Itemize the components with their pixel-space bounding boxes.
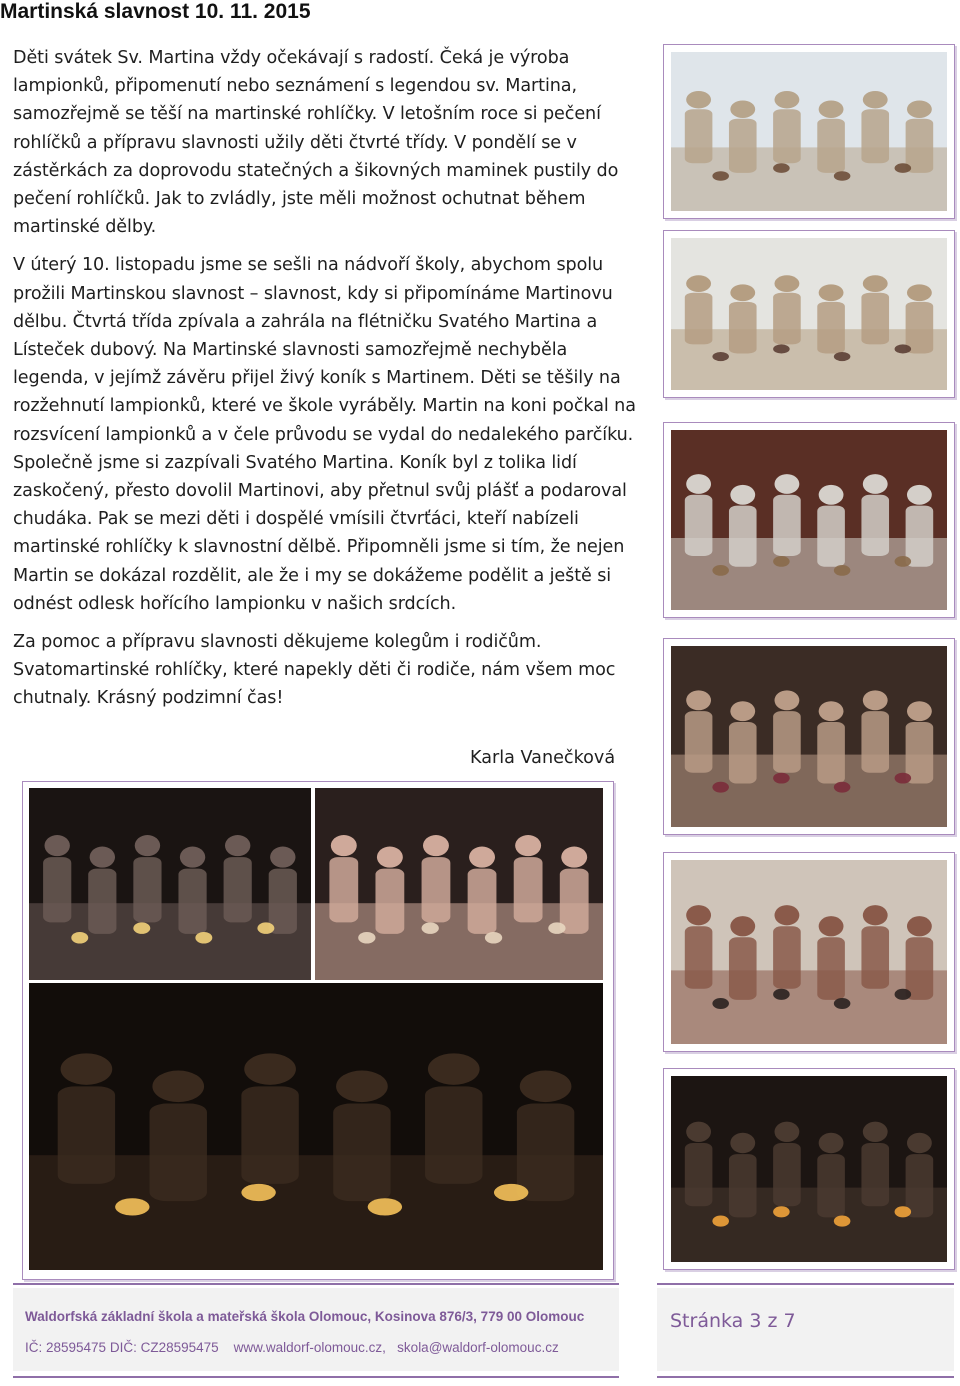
paragraph-thanks: Za pomoc a přípravu slavnosti děkujeme kolegům i rodičům. Svatomartinské rohlíčky, které napekly děti či rodiče, nám všem moc chutnaly. Krásný podzimní čas! xyxy=(13,632,616,709)
photo-children-singing xyxy=(671,860,947,1044)
article-body xyxy=(13,44,641,723)
footer-rule-right xyxy=(657,1283,954,1285)
footer-school-name: Waldorfská základní škola a mateřská škola Olomouc, Kosinova 876/3, 779 00 Olomouc xyxy=(25,1309,585,1324)
photo-frame-horse xyxy=(663,422,955,618)
photo-kitchen-baking-1 xyxy=(671,52,947,211)
photo-frame-collage xyxy=(22,781,614,1280)
photo-fire-bowl xyxy=(671,1076,947,1262)
photo-frame-kitchen-2 xyxy=(663,230,955,398)
footer-bottom-rule-right xyxy=(657,1376,954,1378)
photo-frame-kitchen-1 xyxy=(663,44,955,219)
photo-frame-flutes xyxy=(663,638,955,835)
footer-rule-left xyxy=(13,1283,619,1285)
photo-frame-singing xyxy=(663,852,955,1052)
photo-children-flutes xyxy=(671,646,947,827)
footer-bottom-rule-left xyxy=(13,1376,619,1378)
footer-contact-ids: IČ: 28595475 DIČ: CZ28595475 www.waldorf-olomouc.cz, skola@waldorf-olomouc.cz xyxy=(25,1340,559,1355)
footer-info-box xyxy=(13,1288,619,1371)
paragraph-intro: Děti svátek Sv. Martina vždy očekávají s radostí. Čeká je výroba lampionků, připomenutí nebo seznámení s legendou sv. Martina, samozřejmě se těší na martinské rohlíčky. V letošním roce si pečení rohlíčků a přípravu slavnosti užily děti čtvrté třídy. V pondělí se v zástěrkách za doprovodu statečných a šikovných maminek pustily do pečení rohlíčků. Jak to zvládly, jste měli možnost ochutnat během martinské dělby. xyxy=(13,48,619,238)
article-title: Martinská slavnost 10. 11. 2015 xyxy=(0,0,311,23)
author-signature: Karla Vanečková xyxy=(470,748,616,768)
page-number: Stránka 3 z 7 xyxy=(670,1310,796,1332)
photo-lanterns-children xyxy=(29,788,311,980)
photo-frame-fire xyxy=(663,1068,955,1270)
paragraph-celebration: V úterý 10. listopadu jsme se sešli na nádvoří školy, abychom spolu prožili Martinskou slavnost – slavnost, kdy si připomínáme Martinovu dělbu. Čtvrtá třída zpívala a zahrála na flétničku Svatého Martina a Lísteček dubový. Na Martinské slavnosti samozřejmě nechyběla legenda, v jejímž závěru přijel živý koník s Martinem. Děti se těšily na rozžehnutí lampionků, které ve škole vyráběly. Martin na koni počkal na rozsvícení lampionků a v čele průvodu se vydal do nedalekého parčíku. Společně jsme si zazpívali Svatého Martina. Koník byl z tolika lidí zaskočený, přesto dovolil Martinovi, aby přetnul svůj plášť a podaroval chudáka. Pak se mezi děti i dospělé vmísili čtvrťáci, kteří nabízeli martinské rohlíčky k slavnostní dělbě. Připomněli jsme si tím, že nejen Martin se dokázal rozdělit, ale že i my se dokážeme podělit a ještě si odnést odlesk hořícího lampionku v našich srdcích. xyxy=(13,255,636,614)
photo-kitchen-baking-2 xyxy=(671,238,947,390)
photo-courtyard-horse xyxy=(671,430,947,610)
photo-rohlicky-basket xyxy=(315,788,603,980)
photo-lantern-procession xyxy=(29,983,603,1270)
